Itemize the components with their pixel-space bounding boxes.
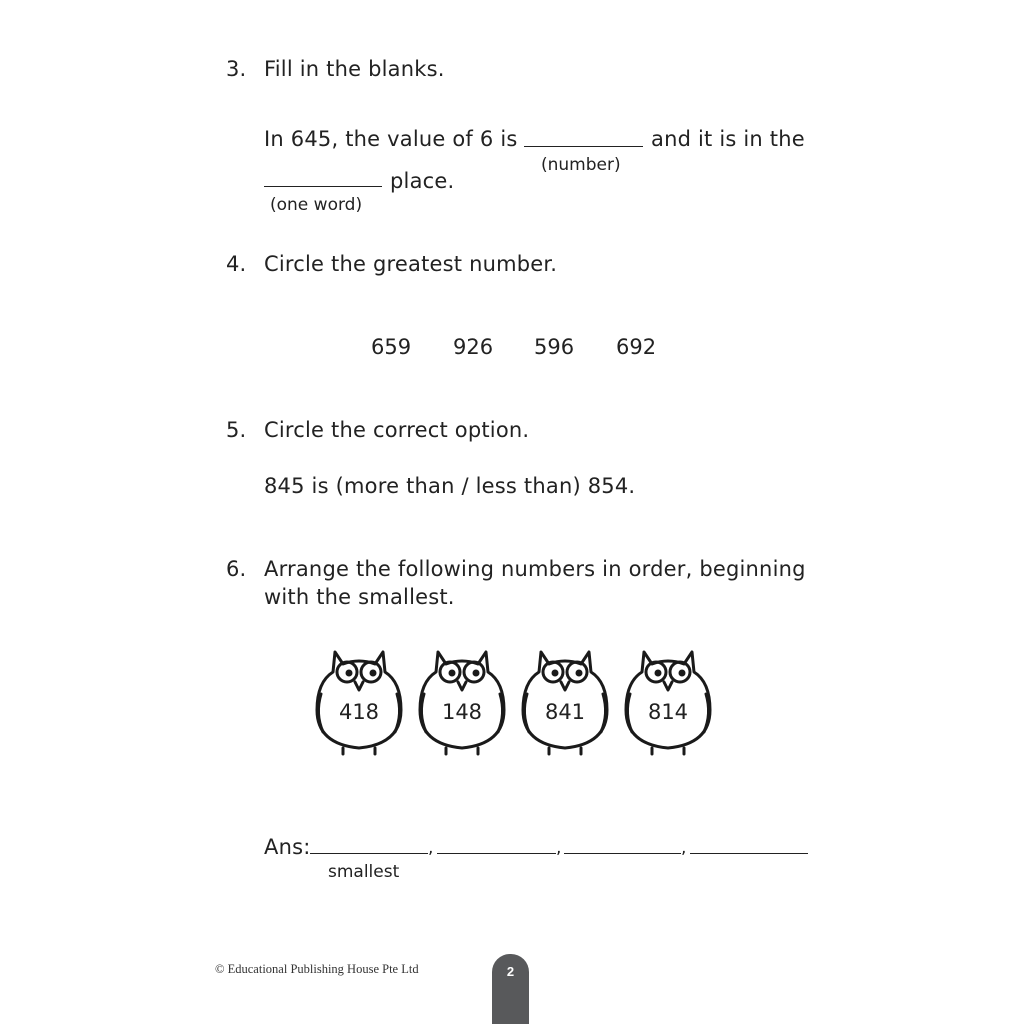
page-tab	[492, 954, 529, 1024]
number-blank[interactable]	[524, 146, 643, 147]
answer-blank-2[interactable]	[437, 853, 556, 854]
question-5-instruction: Circle the correct option.	[264, 418, 530, 442]
question-3-text-end: and it is in the	[651, 127, 805, 151]
number-option[interactable]: 926	[453, 335, 494, 359]
smallest-hint: smallest	[328, 862, 400, 882]
answer-blank-4[interactable]	[690, 853, 808, 854]
page-number: 2	[506, 964, 515, 979]
number-option[interactable]: 692	[616, 335, 657, 359]
question-5-statement[interactable]: 845 is (more than / less than) 854.	[264, 474, 636, 498]
question-6-instruction-line1: Arrange the following numbers in order, beginning	[264, 557, 806, 581]
question-6-number: 6.	[226, 557, 247, 581]
question-3-number: 3.	[226, 57, 247, 81]
owl-card	[416, 648, 508, 756]
owl-number: 148	[441, 700, 483, 724]
answer-blank-3[interactable]	[564, 853, 681, 854]
answer-label: Ans:	[264, 835, 311, 859]
owl-number: 418	[338, 700, 380, 724]
question-3-text-start: In 645, the value of 6 is	[264, 127, 518, 151]
place-hint: (one word)	[270, 195, 363, 215]
copyright-notice: © Educational Publishing House Pte Ltd	[215, 962, 419, 976]
answer-separator: ,	[428, 838, 434, 858]
question-5-number: 5.	[226, 418, 247, 442]
number-option[interactable]: 659	[371, 335, 412, 359]
question-3-instruction: Fill in the blanks.	[264, 57, 445, 81]
place-blank[interactable]	[264, 186, 382, 187]
owl-number: 841	[544, 700, 586, 724]
owl-card	[313, 648, 405, 756]
owl-number: 814	[647, 700, 689, 724]
answer-blank-1[interactable]	[310, 853, 428, 854]
question-6-instruction-line2: with the smallest.	[264, 585, 455, 609]
owl-card	[519, 648, 611, 756]
owl-card	[622, 648, 714, 756]
question-4-number: 4.	[226, 252, 247, 276]
number-option[interactable]: 596	[534, 335, 575, 359]
number-hint: (number)	[541, 155, 621, 175]
question-4-instruction: Circle the greatest number.	[264, 252, 558, 276]
answer-separator: ,	[681, 838, 687, 858]
answer-separator: ,	[556, 838, 562, 858]
question-3-place-text: place.	[390, 169, 455, 193]
